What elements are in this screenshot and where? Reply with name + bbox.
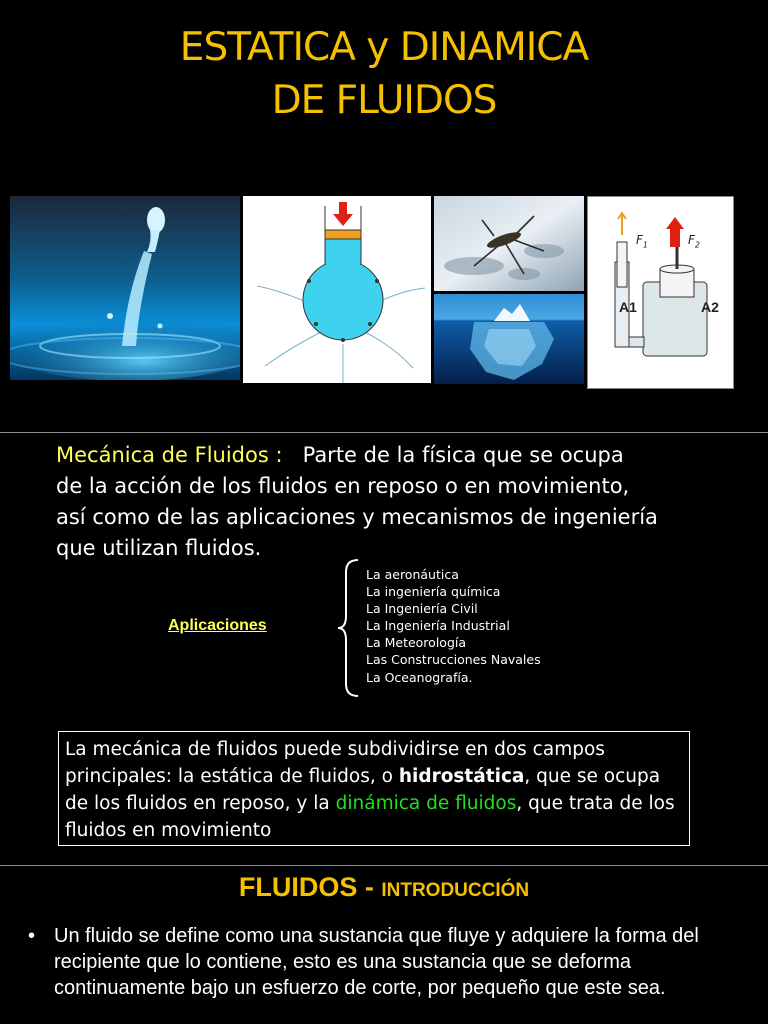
applications-label: Aplicaciones — [168, 617, 267, 634]
definition-line-1: Mecánica de Fluidos : Parte de la física que se ocupa — [56, 443, 624, 467]
slide-title-line-2: DE FLUIDOS — [271, 78, 497, 123]
bullet-dot: • — [28, 925, 36, 947]
intro-title: FLUIDOS - INTRODUCCIÓN — [238, 872, 530, 902]
curly-brace — [336, 558, 362, 698]
fluid-definition-bullet — [28, 923, 748, 1001]
application-item: La ingeniería química — [366, 584, 501, 600]
area-label-a2: A2 — [701, 299, 719, 315]
application-item: La aeronáutica — [366, 567, 459, 582]
pascal-sphere-diagram — [243, 196, 431, 383]
application-item: La Oceanografía. — [366, 669, 473, 685]
water-strider-photo — [434, 196, 584, 291]
slide-divider-1 — [0, 432, 768, 433]
force-label-f2: $F_2$ — [688, 233, 700, 250]
area-label-a1: A1 — [619, 299, 637, 315]
definition-line-4: que utilizan fluidos. — [56, 536, 262, 560]
definition-term: Mecánica de Fluidos — [56, 443, 269, 467]
hydrostatics-term: hidrostática — [398, 766, 525, 787]
application-item: La Ingeniería Civil — [366, 601, 478, 617]
definition-line-3: así como de las aplicaciones y mecanismos de ingeniería — [56, 505, 658, 529]
fluid-dynamics-term: dinámica de fluidos — [335, 793, 517, 814]
application-item: La Ingeniería Industrial — [366, 618, 510, 634]
application-item: Las Construcciones Navales — [366, 652, 541, 668]
water-drop-photo — [10, 196, 240, 380]
slide-divider-2 — [0, 865, 768, 866]
applications-list — [366, 566, 541, 686]
application-item: La Meteorología — [366, 635, 467, 651]
slide-title-line-1: ESTATICA y DINAMICA — [179, 25, 589, 70]
iceberg-photo — [434, 294, 584, 384]
bullet-text: Un fluido se define como una sustancia que fluye y adquiere la forma del recipiente que lo contiene, esto es una sustancia que se deforma continuamente bajo un esfuerzo de corte, por pequeño que este sea. — [54, 925, 699, 999]
subdivision-box: La mecánica de fluidos puede subdividirse en dos campos principales: la estática de fluidos, o hidrostática, que se ocupa de los fluidos en reposo, y la dinámica de fluidos, que trata de los fluidos en movimiento — [58, 731, 690, 846]
hydraulic-press-diagram — [587, 196, 734, 389]
force-label-f1: $F_1$ — [636, 233, 648, 250]
definition-line-2: de la acción de los fluidos en reposo o en movimiento, — [56, 474, 630, 498]
